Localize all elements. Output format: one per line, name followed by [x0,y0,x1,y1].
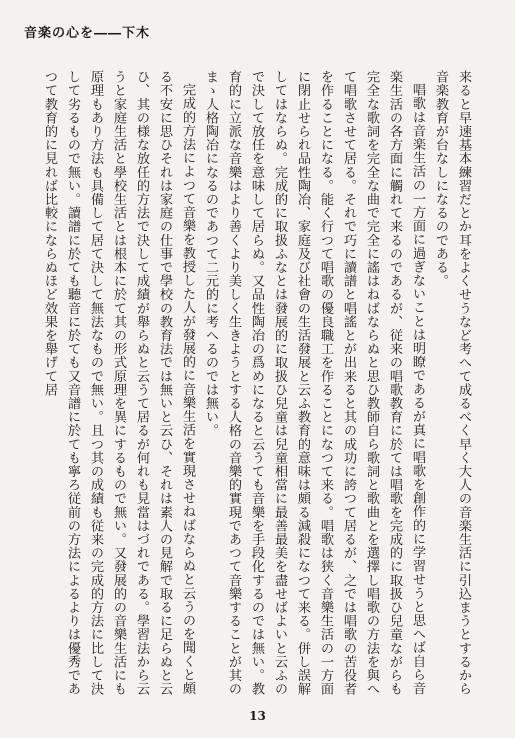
paragraph-2: 唱歌は音楽生活の一方面に過ぎないことは明瞭であるが真に唱歌を創作的に学習せうと思へば自ら音楽生活の各方面に觸れて来るのであるが、従来の唱歌教育に於ては唱歌を完成的に取扱ひ兒童ながらも完全な歌詞を完全な曲で完全に謠はねばならぬと思ひ教師自ら歌詞と歌曲とを選擇し唱歌の方法を與へて唱歌させて居る。それで巧に讀譜と唱謠とが出来ると其の成功に誇つて居るが、之では唱歌の苦役者を作ることになる。能く行つて唱歌の優良職工を作ることになつて来る。唱歌は狭く音樂生活の一方面に閉止せられ品性陶冶、家庭及び社會の生活發展と云ふ教育的意味は頗る減殺になつて来る。併し誤解してはならぬ。完成的に取扱ふなとは發展的に取扱ひ兒童は兒童相當に最善最美を盡せばよいと云ふので決して放任を意味して居らぬ。又品性陶冶の爲めになると云うても音樂を手段化するのでは無い。教育的に立派な音樂はより善くより美しく生きようとする人格の音樂的實現であつて音樂することが其のまゝ人格陶冶になるのであつて二元的に考へるのでは無い。 [203,70,425,696]
page-number: 13 [249,709,266,723]
running-header: 音楽の心を――下木 [24,26,151,41]
paragraph-1: 来ると早速基本練習だとか耳をよくせうなど考へて成るべく早く大人の音楽生活に引込まうとするから音楽教育が台なしになるのである。 [433,70,471,696]
vertical-text-body [24,70,475,700]
paragraph-3: 完成的方法によつて音樂を教授した人が發展的に音樂生活を實現させねばならぬと云うのを聞くと頗る不安に思ひそれは家庭の仕事で學校の教育法では無いと云ひ、それは素人の見解で取るに足らぬと云ひ、其の様な放任的方法で決して成績が舉らぬと云うて居るが何れも見當はづれである。學習法から云うと家庭生活と學校生活とは根本に於て其の形式原理を異にするもので無い。又發展的の音樂生活にも原理もあり方法も具備して居て決して無法なもので無い。且つ其の成績も従来の完成的方法に比して決して劣るもので無い。讀譜に於ても聽音に於ても又音譜に於ても寧ろ従前の方法によるよりは優秀であつて教育的に見れば比較にならぬほど效果を舉げて居 [42,70,195,696]
